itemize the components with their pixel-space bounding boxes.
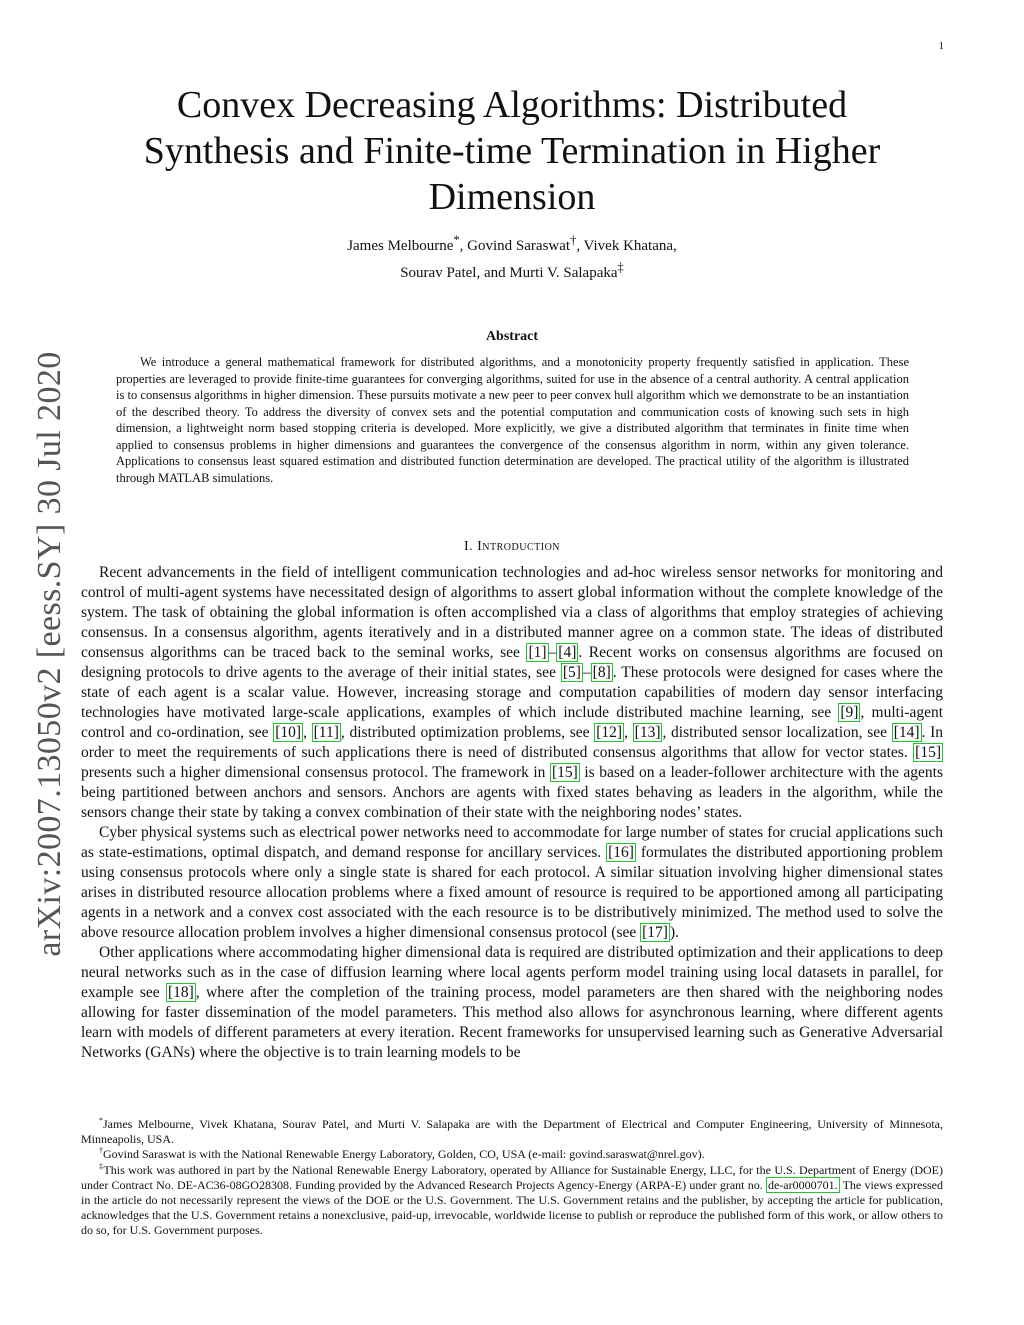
author-name: , Govind Saraswat	[459, 238, 571, 254]
footnote-marker: *	[453, 233, 460, 247]
citation-link[interactable]: [15]	[915, 744, 941, 761]
arxiv-side-stamp	[30, 352, 70, 957]
citation-link[interactable]: [8]	[592, 664, 611, 681]
footnote	[81, 1163, 943, 1239]
citation-link[interactable]: [17]	[642, 924, 668, 941]
introduction-body	[81, 563, 943, 1063]
footnote-marker: ‡	[617, 260, 624, 274]
paragraph-text: , distributed optimization problems, see	[340, 724, 595, 741]
paragraph-text: ,	[624, 724, 633, 741]
author-list	[200, 230, 824, 284]
citation-link[interactable]: [1]	[528, 644, 547, 661]
grant-number-link[interactable]: de-ar0000701.	[767, 1177, 838, 1192]
page-number: 1	[938, 40, 944, 52]
footnote	[81, 1147, 943, 1162]
footnote-text: Govind Saraswat is with the National Renewable Energy Laboratory, Golden, CO, USA (e-mail: govind.saraswat@nrel.gov).	[103, 1147, 705, 1162]
abstract-heading: Abstract	[485, 329, 539, 344]
paragraph-text: Recent advancements in the field of intelligent communication technologies and ad-hoc wireless sensor networks for monitoring and control of multi-agent systems have necessitated design of algorithms to assert global information without the complete knowledge of the system. The task of obtaining the global information is often accomplished via a class of algorithms that employ strategies of achieving consensus. In a consensus algorithm, agents iteratively and in a distributed manner agree on a common state. The ideas of distributed consensus algorithms can be traced back to the seminal works, see	[81, 564, 943, 661]
paragraph-text: Other applications where accommodating higher dimensional data is required are distributed optimization and their applications to deep neural networks such as in the case of diffusion learning where local agents perform model training using local datasets in parallel, for example see	[81, 944, 943, 1001]
section-heading-introduction: I. Introduction	[463, 539, 561, 554]
paragraph-text: , where after the completion of the training process, model parameters are then shared with the neighboring nodes allowing for faster dissemination of the model parameters. This method also allows for asynchronous learning, where different agents learn with models of different parameters at every iteration. Recent frameworks for unsupervised learning such as Generative Adversarial Networks (GANs) where the objective is to train learning models to be	[81, 984, 943, 1061]
citation-link[interactable]: [13]	[634, 724, 661, 741]
abstract-text: We introduce a general mathematical framework for distributed algorithms, and a monotonicity property frequently satisfied in application. These properties are leveraged to provide finite-time guarantees for converging algorithms, suited for use in the absence of a central authority. A central application is to consensus algorithms in higher dimension. These pursuits motivate a new peer to peer convex hull algorithm which we demonstrate to be an instantiation of the described theory. To address the diversity of convex sets and the potential computation and communication costs of knowing such sets in high dimension, a lightweight norm based stopping criteria is developed. More explicitly, we give a distributed algorithm that terminates in finite time when applied to consensus problems in higher dimensions and guarantees the convergence of the consensus algorithm in norm, within any given tolerance. Applications to consensus least squared estimation and distributed function determination are developed. The practical utility of the algorithm is illustrated through MATLAB simulations.	[116, 355, 909, 485]
footnote-marker: ‡	[99, 1161, 104, 1171]
citation-link[interactable]: [9]	[840, 704, 859, 721]
paper-title: Convex Decreasing Algorithms: Distributed Synthesis and Finite-time Termination in Higher Dimension	[143, 84, 881, 218]
paragraph-text: –	[548, 644, 557, 661]
footnote-marker: †	[570, 233, 577, 247]
footnote-marker: *	[99, 1116, 103, 1125]
intro-paragraph	[81, 943, 943, 1063]
citation-link[interactable]: [18]	[167, 984, 194, 1001]
paragraph-text: Cyber physical systems such as electrical power networks need to accommodate for large number of states for crucial applications such as state-estimations, optimal dispatch, and demand response for ancillary services.	[81, 824, 943, 861]
citation-link[interactable]: [10]	[275, 724, 302, 741]
paragraph-text: . Recent works on consensus algorithms are focused on designing protocols to drive agents to the average of their initial states, see	[81, 644, 943, 681]
footnote-text: The views expressed in the article do not necessarily represent the views of the DOE or the U.S. Government. The U.S. Government retains and the publisher, by accepting the article for publication, acknowledges that the U.S. Government retains a nonexclusive, paid-up, irrevocable, worldwide license to publish or reproduce the published form of this work, or allow others to do so, for U.S. Government purposes.	[81, 1177, 943, 1238]
citation-link[interactable]: [4]	[558, 644, 577, 661]
author-name: , Vivek Khatana,	[576, 238, 677, 254]
author-name: Sourav Patel, and Murti V. Salapaka	[400, 265, 618, 281]
paragraph-text: formulates the distributed apportioning problem using consensus protocols where only a single state is shared for each protocol. A similar situation involving higher dimensional states arises in distributed resource allocation problems where a fixed amount of resource is required to be apportioned among all participating agents in a network and a convex cost associated with the each resource is to be distributively minimized. The method used to solve the above resource allocation problem involves a higher dimensional consensus protocol (see	[81, 844, 943, 941]
paragraph-text: , multi-agent control and co-ordination, see	[81, 704, 944, 741]
citation-link[interactable]: [16]	[608, 844, 634, 861]
paragraph-text: –	[582, 664, 591, 681]
footnote-marker: †	[99, 1146, 103, 1156]
footnotes	[81, 1117, 943, 1239]
citation-link[interactable]: [15]	[551, 764, 578, 781]
footnote	[81, 1117, 943, 1147]
intro-paragraph	[81, 563, 943, 823]
paragraph-text: ,	[303, 724, 312, 741]
citation-link[interactable]: [14]	[893, 724, 920, 741]
footnote-text: James Melbourne, Vivek Khatana, Sourav Patel, and Murti V. Salapaka are with the Department of Electrical and Computer Engineering, University of Minnesota, Minneapolis, USA.	[81, 1117, 943, 1147]
paragraph-text: presents such a higher dimensional consensus protocol. The framework in	[81, 764, 550, 781]
arxiv-identifier: arXiv:2007.13050v2 [eess.SY] 30 Jul 2020	[31, 351, 68, 957]
citation-link[interactable]: [5]	[562, 664, 581, 681]
paragraph-text: . These protocols were designed for cases where the state of each agent is a scalar value. However, increasing storage and computation capabilities of modern day sensor interfacing technologies have motivated large-scale applications, examples of which include distributed machine learning, see	[81, 664, 943, 721]
paragraph-text: ).	[669, 924, 680, 941]
intro-paragraph	[81, 823, 943, 943]
paragraph-text: , distributed sensor localization, see	[662, 724, 892, 741]
paragraph-text: is based on a leader-follower architecture with the agents being partitioned between anchors and sensors. Anchors are agents with fixed states behaving as leaders in the algorithm, while the sensors change their state by taking a convex combination of their state with the neighboring nodes’ states.	[81, 764, 943, 821]
author-name: James Melbourne	[347, 238, 454, 254]
citation-link[interactable]: [12]	[596, 724, 623, 741]
citation-link[interactable]: [11]	[313, 724, 339, 741]
paragraph-text: . In order to meet the requirements of such applications there is need of distributed consensus algorithms that allow for vector states.	[81, 724, 944, 761]
footnote-text: This work was authored in part by the National Renewable Energy Laboratory, operated by Alliance for Sustainable Energy, LLC, for the U.S. Department of Energy (DOE) under Contract No. DE-AC36-08GO28308. Funding provided by the Advanced Research Projects Agency-Energy (ARPA-E) under grant no.	[81, 1162, 943, 1192]
